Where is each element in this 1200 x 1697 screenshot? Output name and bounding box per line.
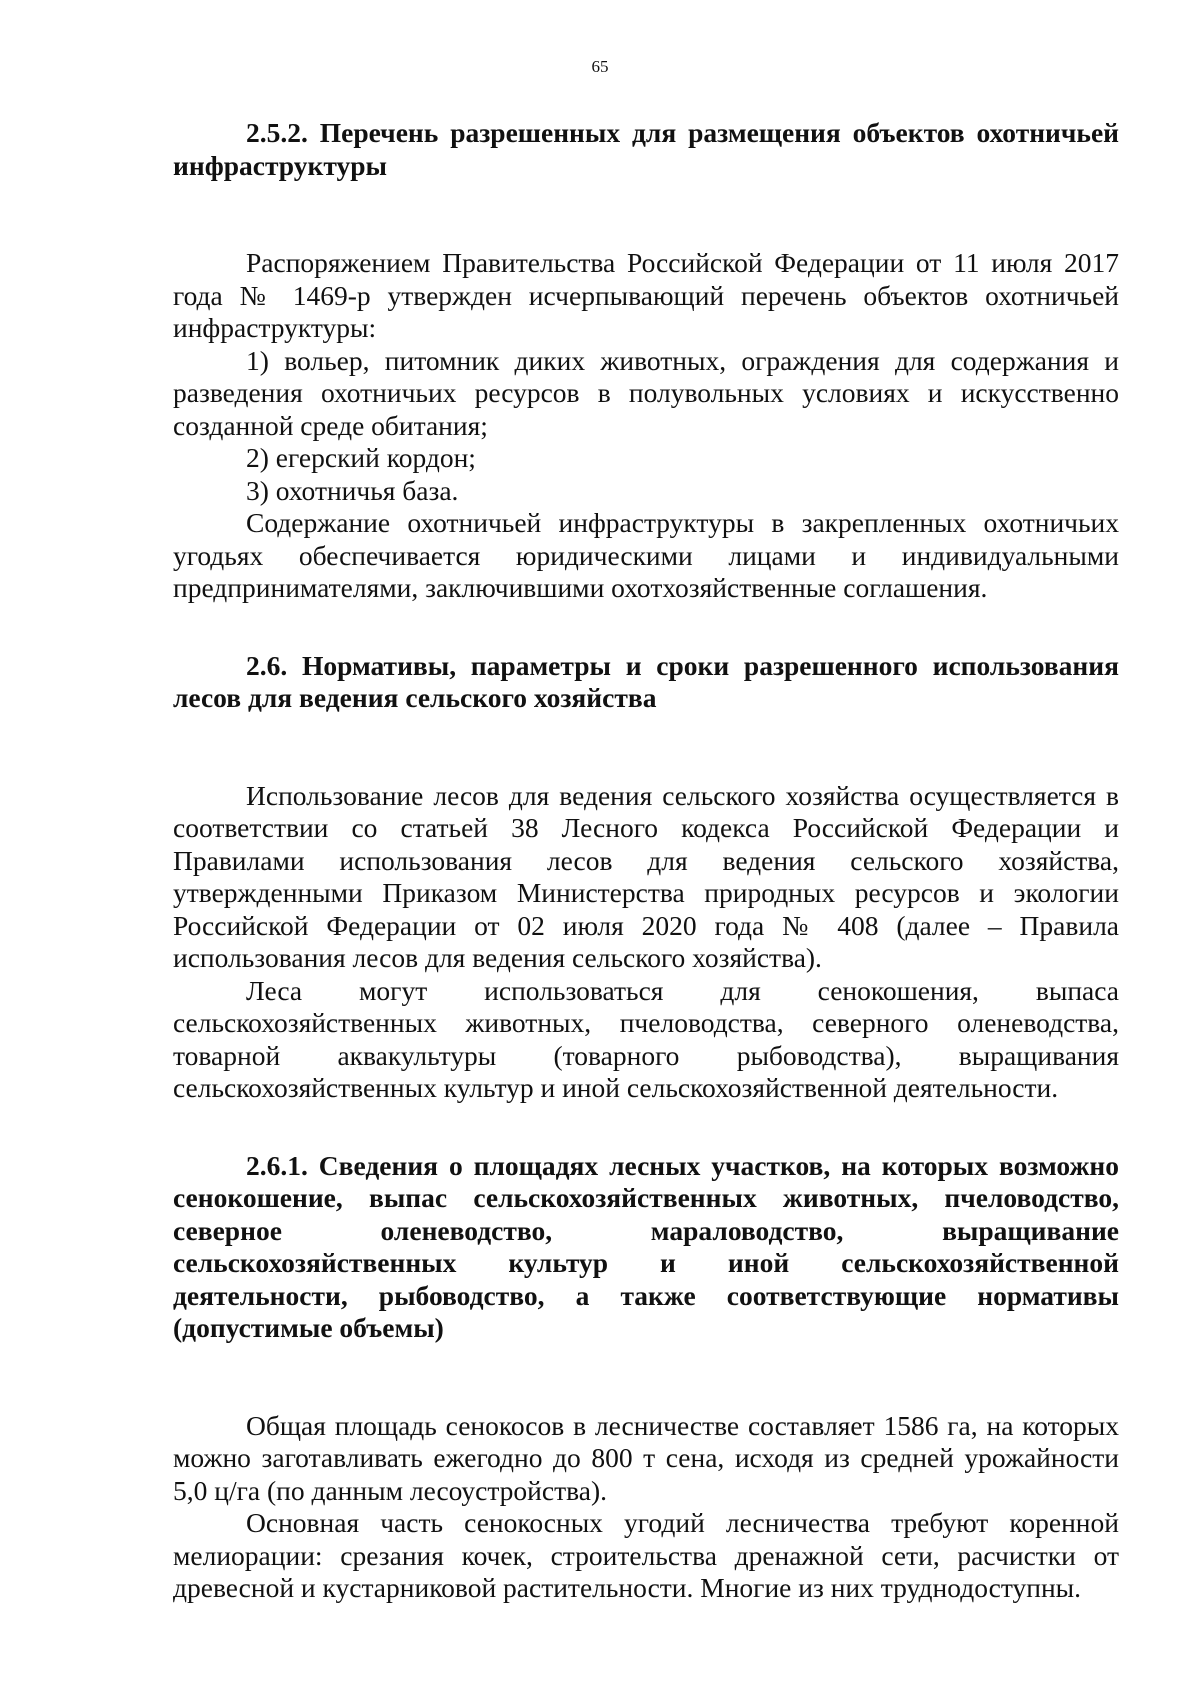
list-item: 1) вольер, питомник диких животных, ограждения для содержания и разведения охотничьих ресурсов в полувольных условиях и искусственно созданной среде обитания;: [173, 344, 1119, 441]
page-number: 65: [591, 57, 609, 76]
section-2-6-1-paragraph-1: Общая площадь сенокосов в лесничестве составляет 1586 га, на которых можно заготавливать ежегодно до 800 т сена, исходя из средней урожайности 5,0 ц/га (по данным лесоустройства).: [173, 1409, 1119, 1506]
section-2-5-2-closing: Содержание охотничьей инфраструктуры в закрепленных охотничьих угодьях обеспечивается юридическими лицами и индивидуальными предпринимателями, заключившими охотхозяйственные соглашения.: [173, 507, 1119, 603]
section-2-6-paragraph-1: Использование лесов для ведения сельского хозяйства осуществляется в соответствии со статьей 38 Лесного кодекса Российской Федерации и Правилами использования лесов для ведения сельского хозяйства, утвержденными Приказом Министерства природных ресурсов и экологии Российской Федерации от 02 июля 2020 года № 408 (далее – Правила использования лесов для ведения сельского хозяйства).: [173, 779, 1119, 973]
page-content: [173, 117, 1119, 1605]
section-2-6-1-paragraph-2: Основная часть сенокосных угодий лесничества требуют коренной мелиорации: срезания кочек, строительства дренажной сети, расчистки от древесной и кустарниковой растительности. Многие из них труднодоступны.: [173, 1507, 1119, 1603]
list-item: 3) охотничья база.: [246, 474, 459, 506]
section-2-5-2-intro: Распоряжением Правительства Российской Федерации от 11 июля 2017 года № 1469-р утвержден исчерпывающий перечень объектов охотничьей инфраструктуры:: [173, 247, 1119, 343]
section-2-6-paragraph-2: Леса могут использоваться для сенокошения, выпаса сельскохозяйственных животных, пчеловодства, северного оленеводства, товарной аквакультуры (товарного рыбоводства), выращивания сельскохозяйственных культур и иной сельскохозяйственной деятельности.: [173, 974, 1119, 1103]
section-2-5-2-heading: 2.5.2. Перечень разрешенных для размещения объектов охотничьей инфраструктуры: [173, 117, 1119, 181]
list-item: 2) егерский кордон;: [246, 442, 476, 473]
section-2-6-heading: 2.6. Нормативы, параметры и сроки разрешенного использования лесов для ведения сельского хозяйства: [173, 649, 1119, 713]
section-2-6-1-heading: 2.6.1. Сведения о площадях лесных участков, на которых возможно сенокошение, выпас сельскохозяйственных животных, пчеловодство, северное оленеводство, мараловодство, выращивание сельскохозяйственных культур и иной сельскохозяйственной деятельности, рыбоводство, а также соответствующие нормативы (допустимые объемы): [173, 1149, 1119, 1343]
